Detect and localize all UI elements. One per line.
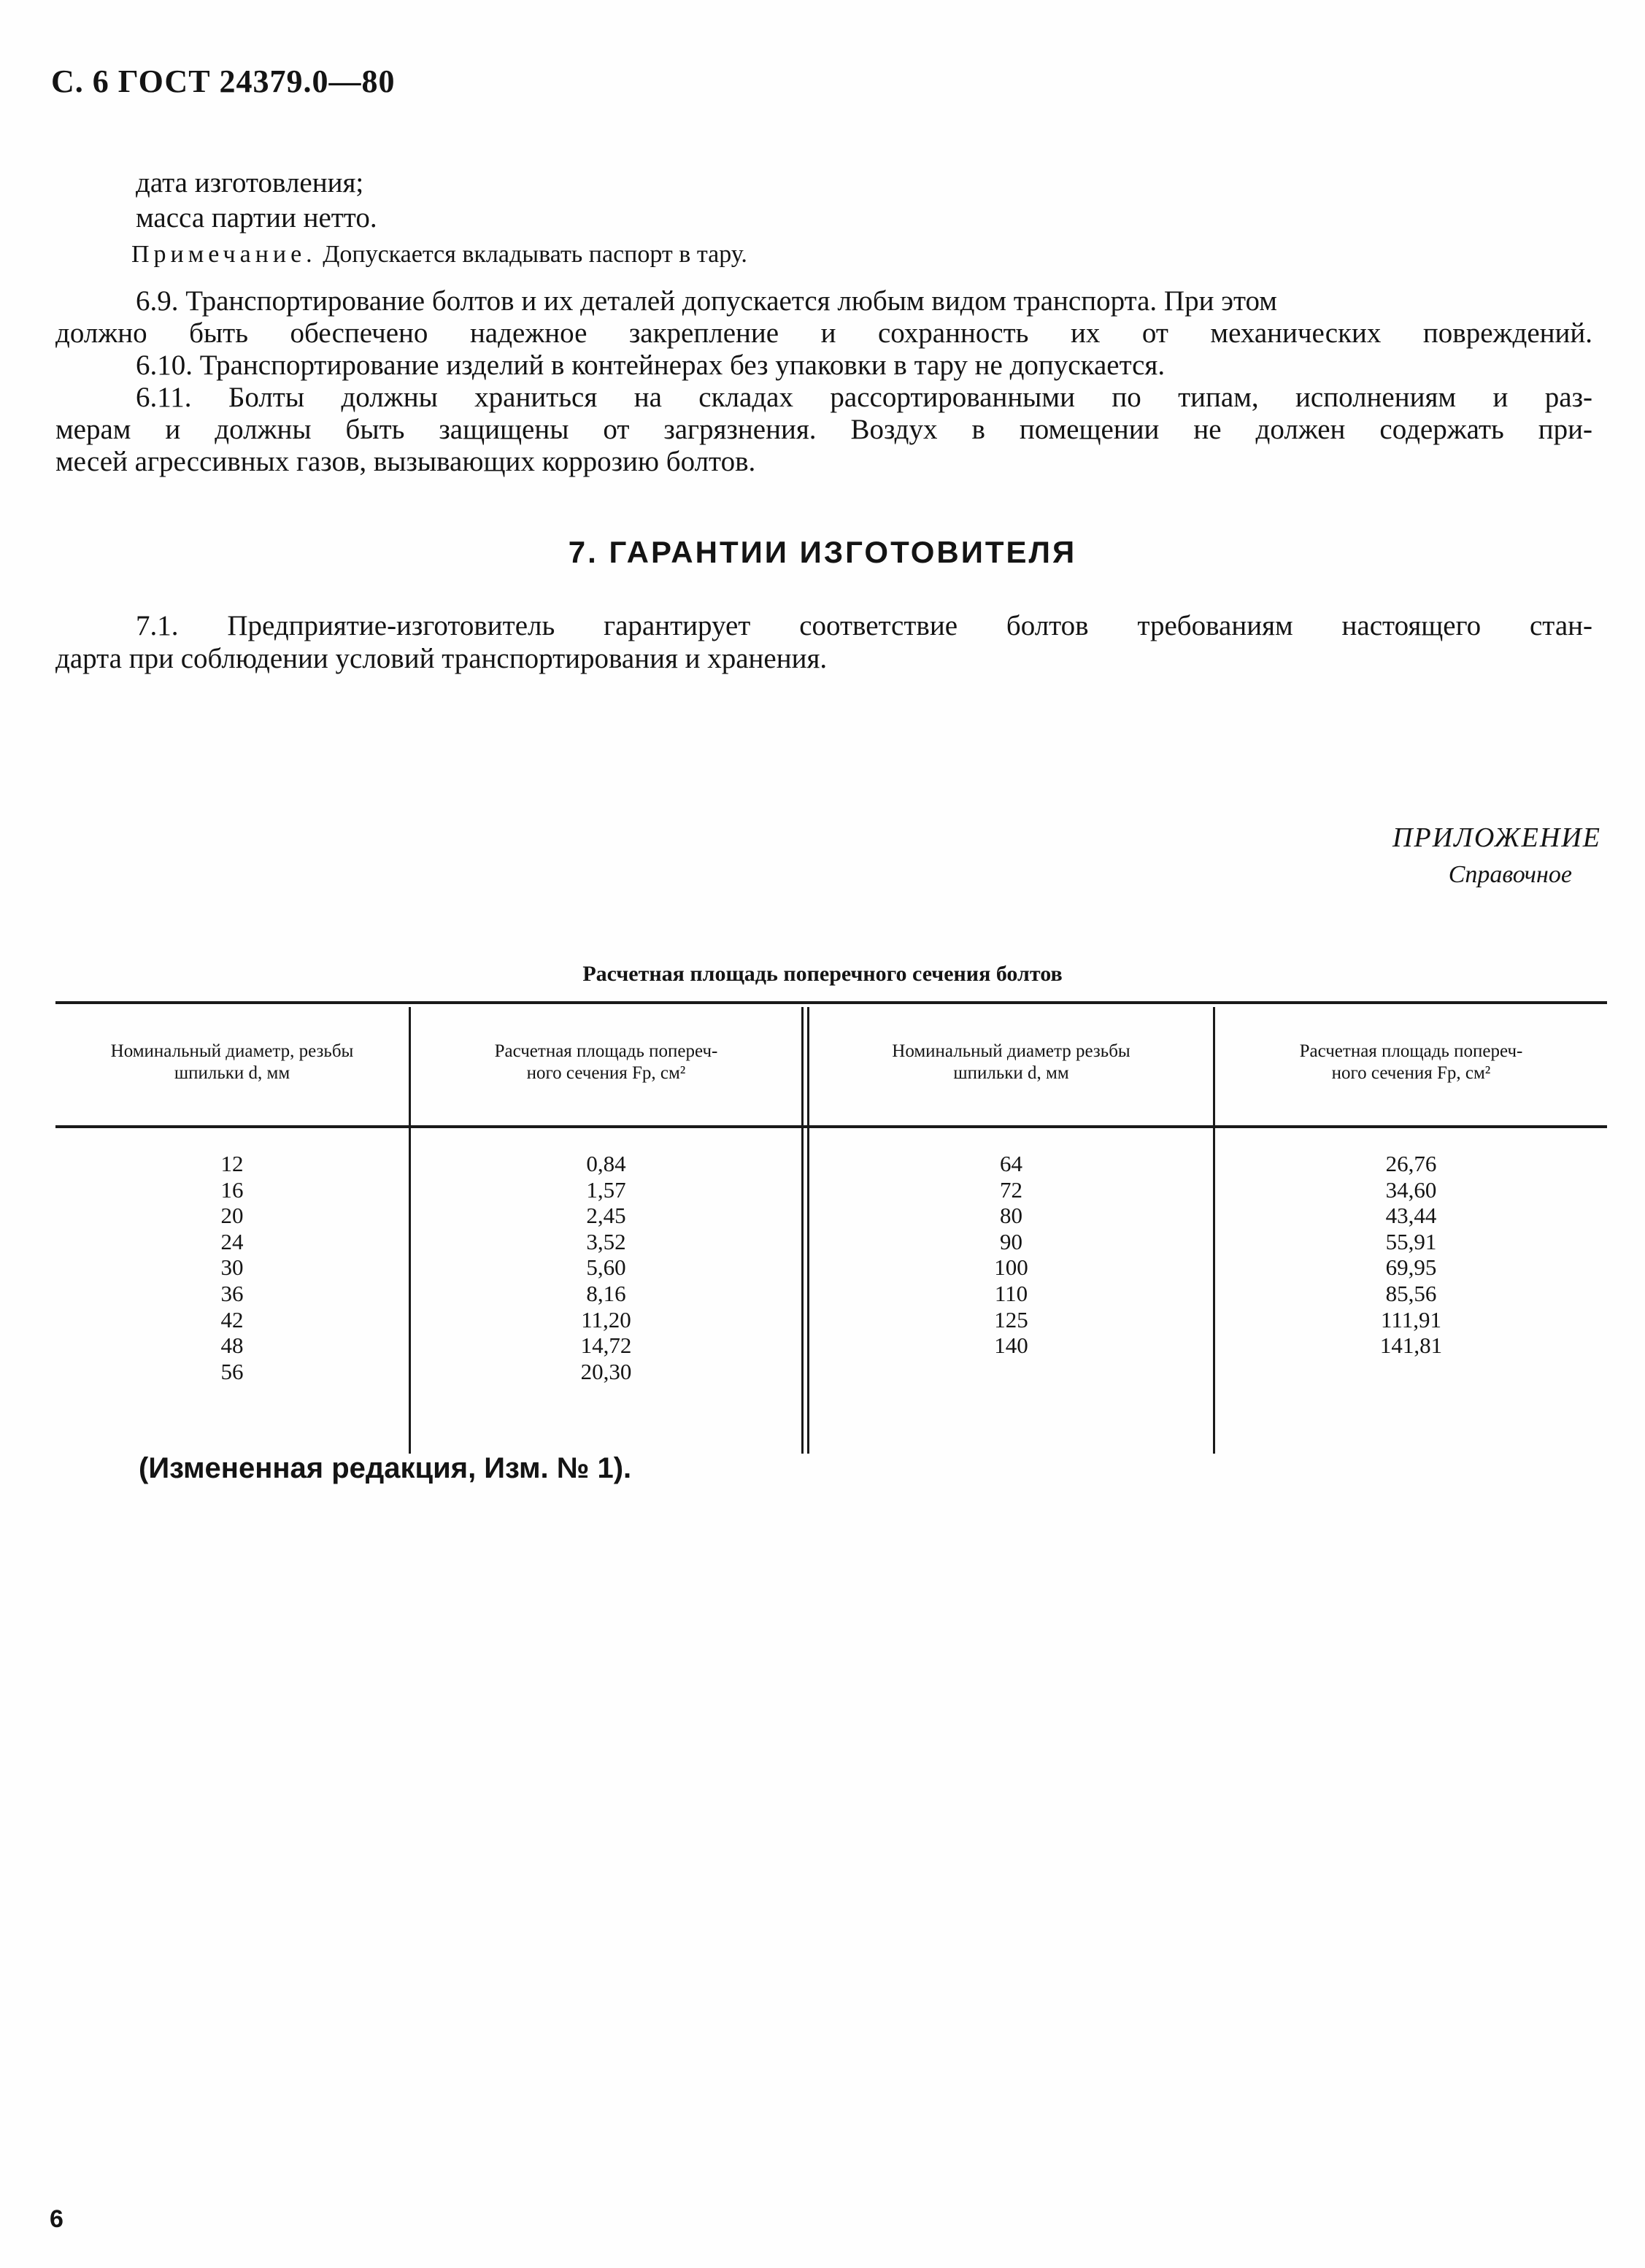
column-right-diameter (809, 1151, 1213, 1359)
table-cell: 20 (220, 1203, 244, 1229)
table-header-cell: Расчетная площадь попереч- ного сечения Fр, см² (494, 1041, 718, 1083)
table-cell: 20,30 (580, 1358, 632, 1384)
table-header-cell: Номинальный диаметр, резьбы шпильки d, мм (110, 1041, 354, 1083)
table-cell: 26,76 (1385, 1151, 1437, 1176)
table-cell: 12 (220, 1151, 244, 1176)
revision-note: (Измененная редакция, Изм. № 1). (139, 1452, 632, 1484)
table-cell: 72 (1000, 1176, 1022, 1203)
note (131, 241, 747, 269)
cross-section-table (55, 1001, 1607, 1454)
table-cell: 24 (220, 1228, 244, 1254)
table-header-cell: Расчетная площадь попереч- ного сечения Fр, см² (1299, 1041, 1523, 1083)
paragraph-6-11-line-1: 6.11. Болты должны храниться на складах рассортированными по типам, исполнениям и раз- (136, 382, 1592, 413)
paragraph-6-11-line-3: месей агрессивных газов, вызывающих коррозию болтов. (55, 446, 756, 477)
table-cell: 48 (220, 1332, 244, 1359)
table-cell: 36 (220, 1280, 244, 1306)
table-cell: 85,56 (1385, 1280, 1437, 1306)
appendix-title: ПРИЛОЖЕНИЕ (1392, 822, 1601, 853)
table-cell: 14,72 (580, 1332, 632, 1359)
column-right-area (1215, 1151, 1607, 1359)
table-cell: 11,20 (581, 1306, 631, 1332)
table-cell: 69,95 (1385, 1254, 1437, 1281)
table-cell: 141,81 (1379, 1332, 1443, 1359)
page-header: С. 6 ГОСТ 24379.0—80 (51, 63, 396, 99)
text-line: дата изготовления; (136, 167, 364, 198)
table-cell: 30 (220, 1254, 244, 1281)
page-number: 6 (50, 2205, 63, 2233)
table-cell: 55,91 (1385, 1228, 1437, 1254)
table-title: Расчетная площадь поперечного сечения болтов (582, 962, 1063, 986)
note-text: Допускается вкладывать паспорт в тару. (323, 241, 747, 268)
table-cell: 90 (1000, 1228, 1022, 1254)
table-cell: 34,60 (1385, 1176, 1437, 1203)
table-cell: 5,60 (586, 1254, 626, 1281)
table-cell: 64 (1000, 1151, 1022, 1176)
table-cell: 3,52 (586, 1228, 626, 1254)
table-cell: 100 (994, 1254, 1028, 1281)
column-divider (801, 1007, 804, 1454)
table-cell: 16 (220, 1176, 244, 1203)
note-label: Примечание. (131, 241, 317, 268)
section-title: 7. ГАРАНТИИ ИЗГОТОВИТЕЛЯ (568, 535, 1077, 569)
paragraph-7-1-line-2: дарта при соблюдении условий транспортирования и хранения. (55, 643, 828, 674)
table-cell: 56 (220, 1358, 244, 1384)
table-header-cell: Номинальный диаметр резьбы шпильки d, мм (892, 1041, 1130, 1083)
table-cell: 8,16 (586, 1280, 626, 1306)
table-cell: 42 (220, 1306, 244, 1332)
table-top-rule (55, 1001, 1607, 1004)
table-cell: 110 (994, 1280, 1028, 1306)
table-cell: 43,44 (1385, 1203, 1437, 1229)
table-cell: 0,84 (586, 1151, 626, 1176)
table-cell: 125 (994, 1306, 1028, 1332)
column-left-diameter (55, 1151, 409, 1384)
column-left-area (411, 1151, 801, 1384)
paragraph-6-11-line-2: мерам и должны быть защищены от загрязнения. Воздух в помещении не должен содержать при- (55, 414, 1592, 445)
table-cell: 80 (1000, 1203, 1022, 1229)
table-cell: 111,91 (1381, 1306, 1441, 1332)
appendix-label (1392, 822, 1601, 889)
appendix-subtitle: Справочное (1448, 861, 1572, 888)
paragraph-6-10: 6.10. Транспортирование изделий в контейнерах без упаковки в тару не допускается. (136, 350, 1166, 381)
paragraph-6-9-line-2: должно быть обеспечено надежное закрепление и сохранность их от механических повреждений. (55, 317, 1592, 349)
table-cell: 2,45 (586, 1203, 626, 1229)
table-header-rule (55, 1125, 1607, 1128)
text-line: масса партии нетто. (136, 202, 377, 234)
paragraph-7-1-line-1: 7.1. Предприятие-изготовитель гарантирует соответствие болтов требованиям настоящего стан- (136, 610, 1592, 641)
paragraph-6-9-line-1: 6.9. Транспортирование болтов и их деталей допускается любым видом транспорта. При этом (136, 285, 1277, 317)
table-cell: 140 (994, 1332, 1028, 1359)
table-cell: 1,57 (586, 1176, 626, 1203)
